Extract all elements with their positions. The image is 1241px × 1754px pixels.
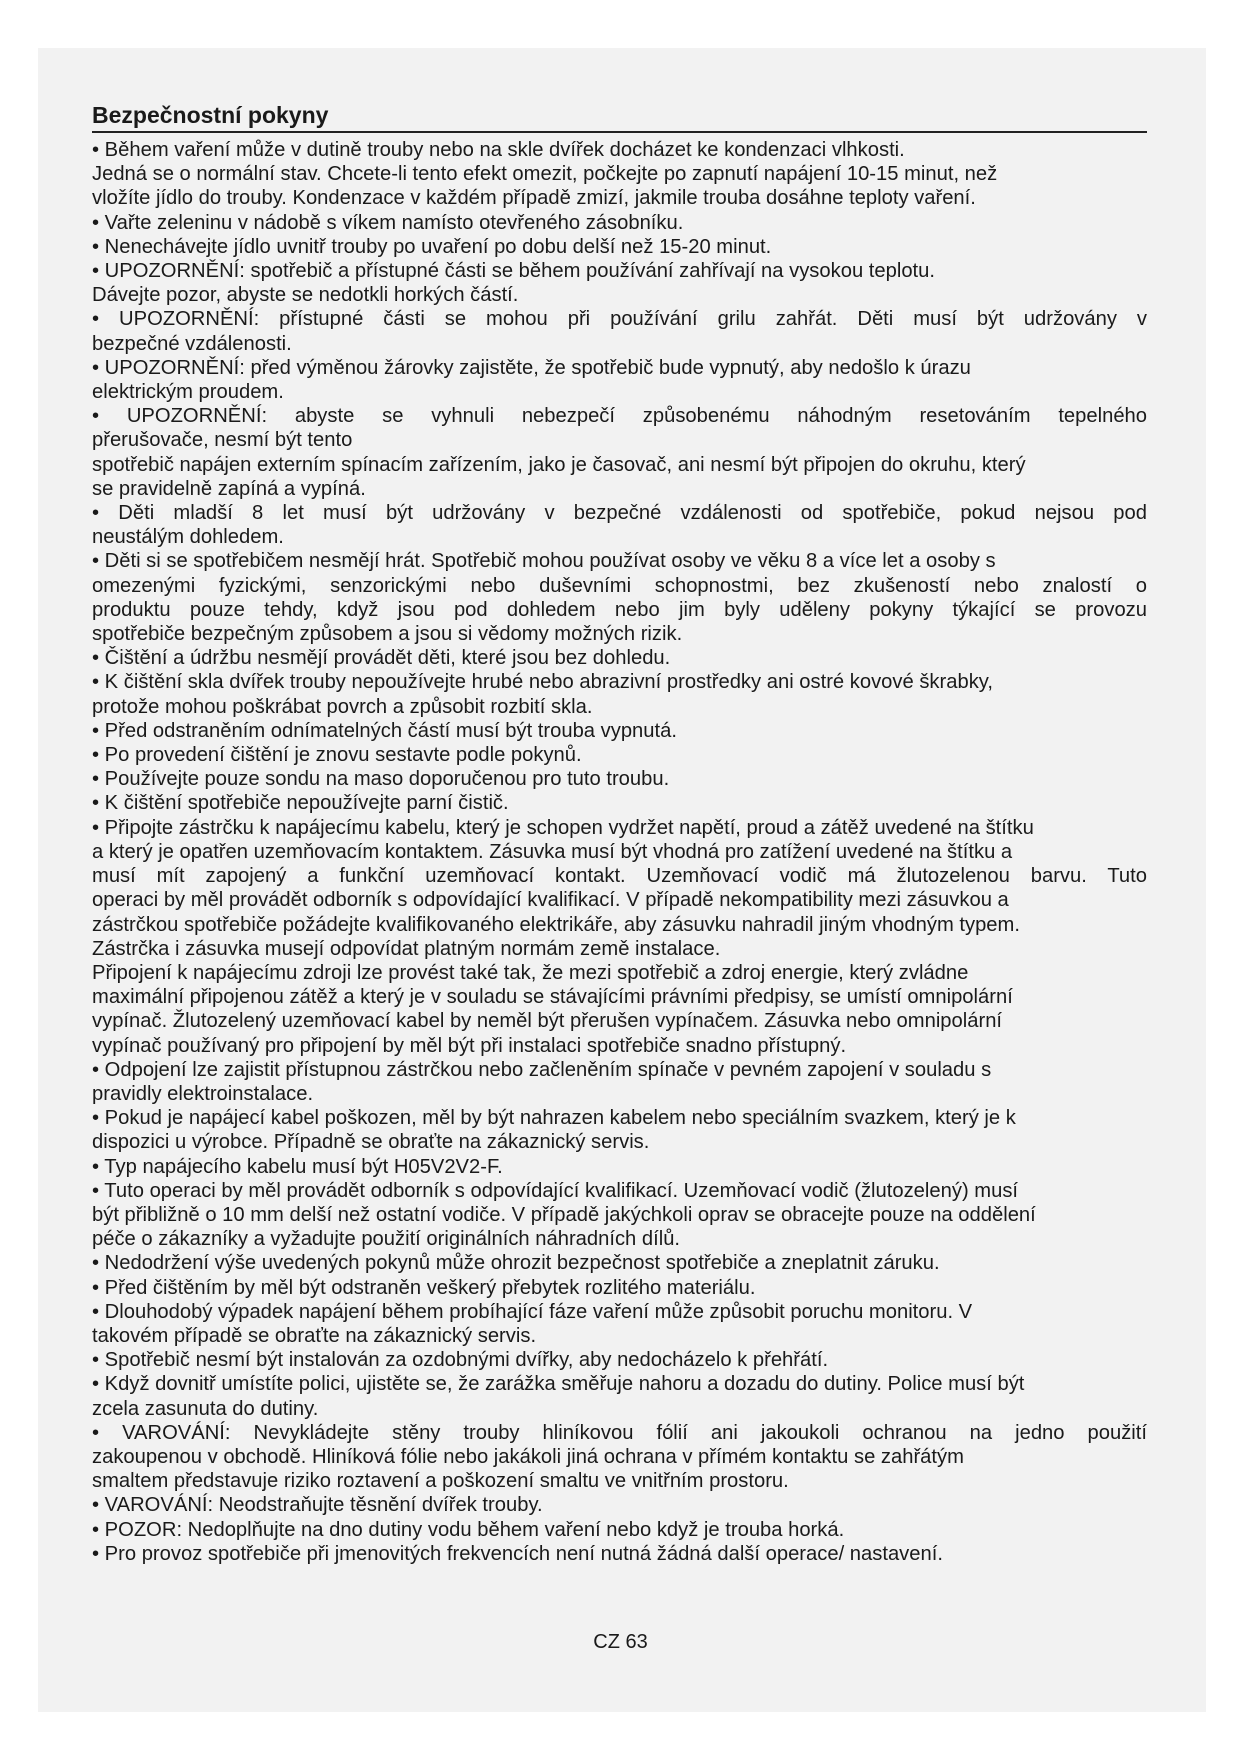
text-line: • Nenechávejte jídlo uvnitř trouby po uvaření po dobu delší než 15-20 minut. xyxy=(92,235,772,258)
text-line: • VAROVÁNÍ: Nevykládejte stěny trouby hliníkovou fólií ani jakoukoli ochranou na jedno použití xyxy=(92,1421,1147,1444)
text-line: • Během vaření může v dutině trouby nebo na skle dvířek docházet ke kondenzaci vlhkosti. xyxy=(92,139,905,161)
text-line: • UPOZORNĚNÍ: přístupné části se mohou při používání grilu zahřát. Děti musí být udržovány v xyxy=(92,308,1147,331)
section-title: Bezpečnostní pokyny xyxy=(92,102,329,128)
text-line: zástrčkou spotřebiče požádejte kvalifikovaného elektrikáře, aby zásuvku nahradil jiným vhodným typem. xyxy=(92,913,1020,936)
text-line: omezenými fyzickými, senzorickými nebo duševními schopnostmi, bez zkušeností nebo znalostí o xyxy=(92,574,1147,597)
section-header xyxy=(92,100,1147,133)
text-line: Jedná se o normální stav. Chcete-li tento efekt omezit, počkejte po zapnutí napájení 10-15 minut, než xyxy=(92,163,998,186)
text-line: • Když dovnitř umístíte polici, ujistěte se, že zarážka směřuje nahoru a dozadu do dutiny. Police musí být xyxy=(92,1373,1025,1396)
text-line: vypínač používaný pro připojení by měl být při instalaci spotřebiče snadno přístupný. xyxy=(92,1034,847,1057)
text-line: pravidly elektroinstalace. xyxy=(92,1082,314,1105)
text-line: zakoupenou v obchodě. Hliníková fólie nebo jakákoli jiná ochrana v přímém kontaktu se zahřátým xyxy=(92,1445,964,1468)
text-line: • Čištění a údržbu nesmějí provádět děti, které jsou bez dohledu. xyxy=(92,647,671,670)
text-line: • Tuto operaci by měl provádět odborník s odpovídající kvalifikací. Uzemňovací vodič (žlutozelený) musí xyxy=(92,1179,1019,1202)
text-line: musí mít zapojený a funkční uzemňovací kontakt. Uzemňovací vodič má žlutozelenou barvu. Tuto xyxy=(92,865,1147,888)
text-line: zcela zasunuta do dutiny. xyxy=(92,1397,319,1420)
page-content xyxy=(92,100,1147,1566)
text-line: • Nedodržení výše uvedených pokynů může ohrozit bezpečnost spotřebiče a zneplatnit záruku. xyxy=(92,1252,940,1275)
text-line: • UPOZORNĚNÍ: spotřebič a přístupné části se během používání zahřívají na vysokou teplotu. xyxy=(92,260,936,283)
text-line: • Dlouhodobý výpadek napájení během probíhající fáze vaření může způsobit poruchu monitoru. V xyxy=(92,1300,973,1323)
text-line: • Děti mladší 8 let musí být udržovány v bezpečné vzdálenosti od spotřebiče, pokud nejsou pod xyxy=(92,502,1147,525)
text-line: Dávejte pozor, abyste se nedotkli horkých částí. xyxy=(92,284,519,307)
text-line: produktu pouze tehdy, když jsou pod dohledem nebo jim byly uděleny pokyny týkající se provozu xyxy=(92,598,1147,621)
text-line: • Před čištěním by měl být odstraněn veškerý přebytek rozlitého materiálu. xyxy=(92,1276,756,1299)
text-line: • Děti si se spotřebičem nesmějí hrát. Spotřebič mohou používat osoby ve věku 8 a více let a osoby s xyxy=(92,550,996,573)
text-line: • Vařte zeleninu v nádobě s víkem namísto otevřeného zásobníku. xyxy=(92,211,684,234)
text-line: • K čištění spotřebiče nepoužívejte parní čistič. xyxy=(92,792,509,815)
text-line: přerušovače, nesmí být tento xyxy=(92,429,353,452)
text-line: Zástrčka i zásuvka musejí odpovídat platným normám země instalace. xyxy=(92,937,721,960)
text-line: elektrickým proudem. xyxy=(92,381,284,404)
text-line: péče o zákazníky a vyžadujte použití originálních náhradních dílů. xyxy=(92,1228,681,1251)
safety-instructions-text xyxy=(92,138,1147,1566)
page-number: CZ 63 xyxy=(593,1631,648,1653)
text-line: spotřebič napájen externím spínacím zařízením, jako je časovač, ani nesmí být připojen do okruhu, který xyxy=(92,453,1026,476)
text-line: • Po provedení čištění je znovu sestavte podle pokynů. xyxy=(92,744,582,767)
text-line: neustálým dohledem. xyxy=(92,526,284,549)
text-line: • Odpojení lze zajistit přístupnou zástrčkou nebo začleněním spínače v pevném zapojení v souladu s xyxy=(92,1058,992,1081)
text-line: takovém případě se obraťte na zákaznický servis. xyxy=(92,1324,537,1347)
text-line: • VAROVÁNÍ: Neodstraňujte těsnění dvířek trouby. xyxy=(92,1494,543,1517)
text-line: smaltem představuje riziko roztavení a poškození smaltu ve vnitřním prostoru. xyxy=(92,1470,789,1493)
text-line: operaci by měl provádět odborník s odpovídající kvalifikací. V případě nekompatibility mezi zásuvkou a xyxy=(92,889,1009,912)
text-line: • UPOZORNĚNÍ: abyste se vyhnuli nebezpečí způsobenému náhodným resetováním tepelného xyxy=(92,405,1147,428)
text-line: maximální připojenou zátěž a který je v souladu se stávajícími právními předpisy, se umístí omnipolární xyxy=(92,986,1013,1009)
text-line: • Spotřebič nesmí být instalován za ozdobnými dvířky, aby nedocházelo k přehřátí. xyxy=(92,1349,829,1372)
text-line: Připojení k napájecímu zdroji lze provést také tak, že mezi spotřebič a zdroj energie, který zvládne xyxy=(92,961,969,984)
text-line: • Pro provoz spotřebiče při jmenovitých frekvencích není nutná žádná další operace/ nastavení. xyxy=(92,1542,943,1565)
text-line: • Používejte pouze sondu na maso doporučenou pro tuto troubu. xyxy=(92,768,670,791)
text-line: • UPOZORNĚNÍ: před výměnou žárovky zajistěte, že spotřebič bude vypnutý, aby nedošlo k úrazu xyxy=(92,356,971,379)
text-line: vypínač. Žlutozelený uzemňovací kabel by neměl být přerušen vypínačem. Zásuvka nebo omnipolární xyxy=(92,1010,1003,1033)
text-line: • K čištění skla dvířek trouby nepoužívejte hrubé nebo abrazivní prostředky ani ostré kovové škrabky, xyxy=(92,671,994,694)
text-line: být přibližně o 10 mm delší než ostatní vodiče. V případě jakýchkoli oprav se obracejte pouze na oddělení xyxy=(92,1203,1036,1226)
text-line: vložíte jídlo do trouby. Kondenzace v každém případě zmizí, jakmile trouba dosáhne teploty vaření. xyxy=(92,187,976,210)
text-line: • POZOR: Nedoplňujte na dno dutiny vodu během vaření nebo když je trouba horká. xyxy=(92,1518,845,1541)
text-line: dispozici u výrobce. Případně se obraťte na zákaznický servis. xyxy=(92,1131,650,1154)
text-line: spotřebiče bezpečným způsobem a jsou si vědomy možných rizik. xyxy=(92,623,683,646)
text-line: se pravidelně zapíná a vypíná. xyxy=(92,477,366,500)
text-line: • Připojte zástrčku k napájecímu kabelu, který je schopen vydržet napětí, proud a zátěž uvedené na štítku xyxy=(92,816,1034,839)
text-line: • Typ napájecího kabelu musí být H05V2V2-F. xyxy=(92,1155,503,1178)
text-line: a který je opatřen uzemňovacím kontaktem. Zásuvka musí být vhodná pro zatížení uvedené na štítku a xyxy=(92,840,1013,863)
text-line: bezpečné vzdálenosti. xyxy=(92,332,292,355)
text-line: protože mohou poškrábat povrch a způsobit rozbití skla. xyxy=(92,695,593,718)
text-line: • Pokud je napájecí kabel poškozen, měl by být nahrazen kabelem nebo speciálním svazkem, který je k xyxy=(92,1107,1016,1130)
text-line: • Před odstraněním odnímatelných částí musí být trouba vypnutá. xyxy=(92,719,677,742)
